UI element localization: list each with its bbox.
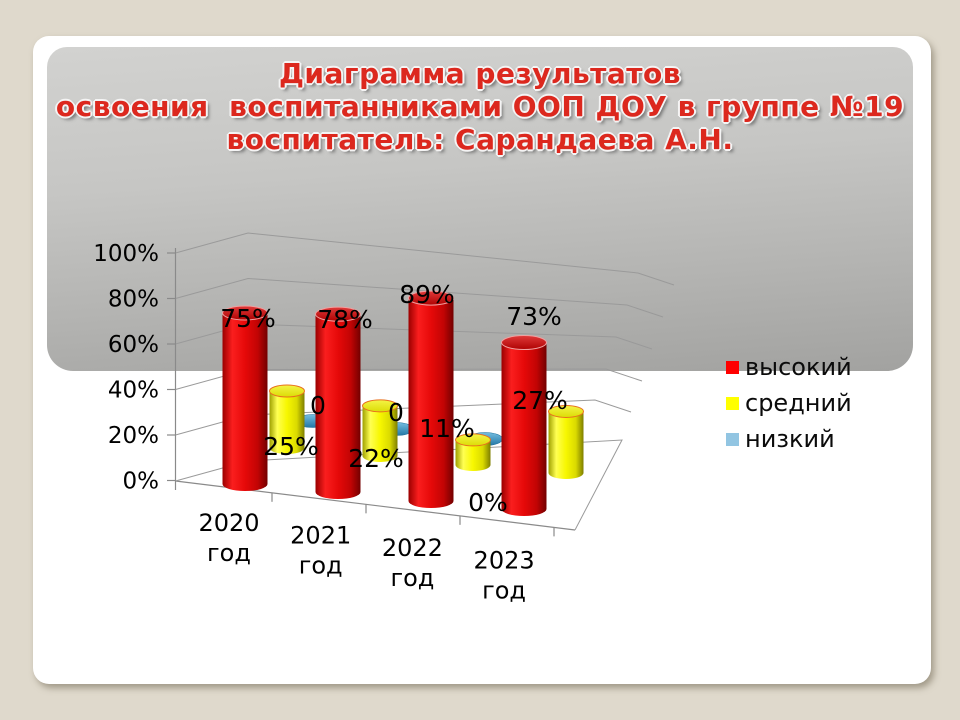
- legend-swatch-high: [726, 361, 739, 374]
- cylinder-medium-2023: [549, 405, 584, 479]
- value-axis-label: 80%: [107, 286, 159, 313]
- gridline-100%: [176, 233, 675, 285]
- value-axis-label: 40%: [107, 377, 159, 404]
- legend-item-low: [726, 421, 852, 457]
- value-axis-label: 0%: [122, 468, 159, 495]
- data-label: 22%: [348, 444, 404, 473]
- cylinder-high-2023: [502, 336, 547, 516]
- data-label: 25%: [263, 432, 319, 461]
- category-label-year: 2021: [290, 521, 352, 550]
- value-axis-label: 100%: [93, 241, 159, 267]
- data-label: 75%: [220, 304, 276, 333]
- legend-swatch-medium: [726, 397, 739, 410]
- data-label: 89%: [399, 280, 455, 309]
- value-axis-label: 60%: [107, 332, 159, 358]
- legend-label-high: высокий: [745, 353, 852, 381]
- legend-label-medium: средний: [745, 389, 852, 417]
- cylinder-high-2020: [223, 306, 268, 491]
- data-label: 27%: [512, 386, 568, 415]
- category-label-year: 2022: [381, 534, 443, 562]
- category-label-word: год: [298, 551, 343, 580]
- category-label-year: 2023: [473, 546, 535, 575]
- category-label-year: 2020: [198, 509, 260, 537]
- title-line-2: освоения воспитанниками ООП ДОУ в группе №19: [55, 90, 905, 123]
- data-label: 0%: [468, 488, 508, 517]
- legend-item-medium: [726, 385, 852, 421]
- legend-label-low: низкий: [745, 425, 835, 453]
- data-label: 73%: [506, 302, 562, 331]
- data-label: 11%: [419, 414, 475, 443]
- data-label: 78%: [317, 305, 373, 334]
- title-line-3: воспитатель: Сарандаева А.Н.: [226, 123, 734, 156]
- value-axis-label: 20%: [107, 423, 159, 449]
- cylinder-high-2022: [409, 291, 454, 508]
- chart-content: [93, 233, 674, 605]
- chart-legend: [726, 349, 852, 457]
- category-label-word: год: [482, 576, 527, 605]
- category-label-word: год: [207, 539, 251, 567]
- legend-swatch-low: [726, 433, 739, 446]
- title-line-1: Диаграмма результатов: [278, 57, 681, 90]
- category-label-word: год: [390, 564, 435, 592]
- data-label: 0: [310, 391, 326, 420]
- data-label: 0: [388, 398, 404, 427]
- legend-item-high: [726, 349, 852, 385]
